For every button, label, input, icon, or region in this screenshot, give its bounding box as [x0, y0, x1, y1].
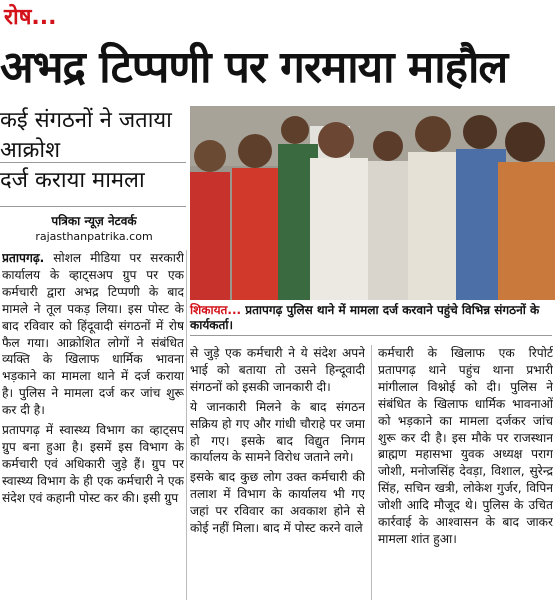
subhead-divider: [0, 162, 186, 163]
paragraph: प्रतापगढ़ में स्वास्थ्य विभाग का व्हाट्सप ग्रुप बना हुआ है। इसमें इस विभाग के कर्मचारी एवं अधिकारी जुड़े हैं। ग्रुप पर स्वास्थ्य विभाग के ही एक कर्मचारी ने एक संदेश एवं कहानी पोस्ट कर की। इसी ग्रुप: [2, 423, 184, 505]
article-column-2: [190, 345, 365, 600]
kicker-label: रोष...: [4, 5, 57, 30]
paragraph: ये जानकारी मिलने के बाद संगठन सक्रिय हो गए और गांधी चौराहे पर जमा हो गए। इसके बाद विद्युत निगम कार्यालय के सामने विरोध जताने लगे।: [190, 399, 365, 465]
article-column-3: [378, 345, 553, 600]
column-divider: [371, 345, 372, 600]
paragraph: कर्मचारी के खिलाफ एक रिपोर्ट प्रतापगढ़ थाने पहुंच थाना प्रभारी मांगीलाल विश्नोई को दी। पुलिस ने संबंधित के खिलाफ धार्मिक भावनाओं को भड़काने का मामला दर्जकर जांच शुरू कर दी है। इस मौके पर राजस्थान ब्राह्मण महासभा युवक अध्यक्ष पराग जोशी, मनोजसिंह देवड़ा, विशाल, सुरेन्द्र सिंह, सचिन खत्री, लोकेश गुर्जर, विपिन जोशी आदि मौजूद थे। पुलिस के उचित कार्रवाई के आश्वासन के बाद जाकर मामला शांत हुआ।: [378, 346, 553, 546]
paragraph-text: सोशल मीडिया पर सरकारी कार्यालय के व्हाट्सअप ग्रुप पर एक कर्मचारी द्वारा अभद्र टिप्पणी के बाद मामले ने तूल पकड़ लिया। इस पोस्ट के बाद रविवार को हिंदूवादी संगठनों में रोष फैल गया। आक्रोशित लोगों ने संबंधित व्यक्ति के खिलाफ धार्मिक भावना भड़काने का मामला थाने में दर्ज कराया है। पुलिस ने मामला दर्ज कर जांच शुरू कर दी है।: [2, 251, 184, 418]
news-photo: [190, 106, 555, 300]
subheadline-1: कई संगठनों ने जताया आक्रोश: [0, 108, 172, 163]
site-url: rajasthanpatrika.com: [35, 230, 153, 243]
paragraph: [2, 250, 184, 419]
paragraph: से जुड़े एक कर्मचारी ने ये संदेश अपने भाई को बताया तो उसने हिन्दूवादी संगठनों को इसकी जानकारी दी।: [190, 346, 365, 394]
paragraph: इसके बाद कुछ लोग उक्त कर्मचारी की तलाश में विभाग के कार्यालय भी गए जहां पर रविवार का अवकाश होने से कोई नहीं मिला। बाद में पोस्ट करने वाले: [190, 470, 365, 536]
subheadline-2: दर्ज कराया मामला: [0, 168, 145, 193]
dateline: प्रतापगढ़.: [2, 251, 45, 265]
byline: पत्रिका न्यूज़ नेटवर्क: [51, 214, 137, 228]
news-photo-illustration: [190, 106, 555, 300]
article-column-1: [2, 250, 184, 600]
byline-divider: [0, 206, 186, 207]
column-divider: [186, 250, 187, 600]
caption-text: प्रतापगढ़ पुलिस थाने में मामला दर्ज करवाने पहुंचे विभिन्न संगठनों के कार्यकर्ता।: [190, 303, 540, 332]
caption-lead: शिकायत...: [190, 303, 242, 317]
photo-caption: [190, 303, 552, 336]
headline: अभद्र टिप्पणी पर गरमाया माहौल: [0, 42, 508, 93]
